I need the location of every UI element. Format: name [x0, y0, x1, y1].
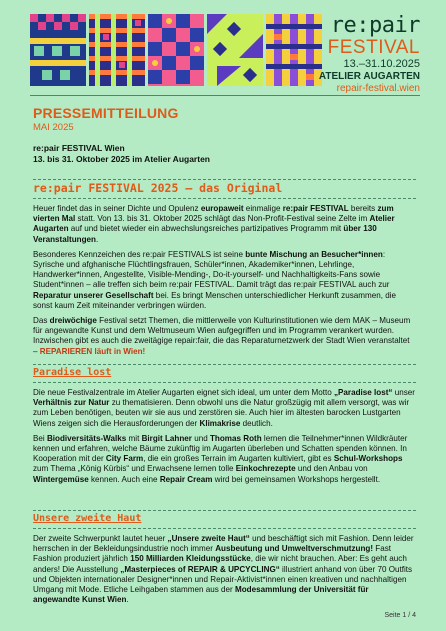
body-text: Bei [33, 433, 47, 443]
emphasis-text: Repair Cream [159, 474, 213, 484]
paragraph [33, 250, 416, 311]
logo-venue: ATELIER AUGARTEN [318, 71, 420, 82]
body-text: Festival setzt Themen, die mittlerweile von Kulturinstitutionen wie dem MAK – Museum für angewandte Kunst und dem Weltmuseum Wien aufgegriffen und im Programm verankert wurden. Inzwischen gibt es auch die zweitägige repair:fair, die das Reparaturnetzwerk der Stadt Wien veranstaltet – [33, 316, 411, 356]
body-text: wird bei gemeinsamen Workshops hergestellt. [212, 474, 381, 484]
logo-name: re:pair [330, 13, 420, 38]
body-text: bereits [348, 204, 378, 213]
emphasis-text: REPARIEREN läuft in Wien! [39, 346, 146, 356]
section-header [33, 364, 416, 383]
page-number: Seite 1 / 4 [384, 612, 416, 619]
body-text: zum Thema „König Kürbis“ und Erwachsene lernen tolle [33, 464, 236, 474]
paragraph [33, 204, 416, 245]
body-text: lernen die Teilnehmer*innen Wildkräuter kennen und erfahren, welche Bäume zukünftig im Augarten überleben und Schatten spenden können. In Kooperation mit der [33, 433, 408, 464]
pattern-tiles [30, 14, 322, 86]
section-title: re:pair FESTIVAL 2025 – das Original [33, 181, 283, 195]
festival-logo [304, 14, 420, 95]
emphasis-text: zum vierten Mal [33, 204, 394, 224]
paragraph [33, 388, 416, 429]
emphasis-text: Schul-Workshops [333, 454, 403, 464]
emphasis-text: Klimakrise [199, 418, 241, 428]
body-text: , die wir nicht brauchen. Aber: Es geht auch anders! Die Ausstellung [33, 554, 407, 574]
body-text: illustriert anhand von über 70 Outfits und Objekten internationaler Designer*innen und Repair-Aktivist*innen einen kreativen und nachhaltigen Umgang mit Mode. Etliche Leihgaben stammen aus der [33, 564, 413, 595]
section-title: Unsere zweite Haut [33, 513, 142, 524]
emphasis-text: 150 Milliarden Kleidungsstücke [130, 554, 251, 564]
press-header [33, 105, 413, 165]
emphasis-text: Reparatur unserer Gesellschaft [33, 290, 154, 300]
press-title: PRESSEMITTEILUNG [33, 105, 179, 121]
body-text: zu thematisieren. Denn obwohl uns die Natur großzügig mit allem versorgt, was wir zum Leben benötigen, beuten wir sie aus und zerstören sie. Auch hier im ältesten barocken Lustgarten Wiens zeigen sich die Herausforderungen der [33, 398, 410, 428]
body-text: . [95, 234, 99, 244]
paragraph [33, 316, 416, 357]
press-date: MAI 2025 [33, 122, 74, 133]
press-subtitle-line-1: re:pair FESTIVAL Wien [33, 143, 125, 153]
body-text: kennen. Auch eine [88, 474, 160, 484]
body-text: unser [392, 388, 415, 397]
body-text: bei. Es bringt Menschen unterschiedlicher Herkunft zusammen, die sonst kaum Zeit miteinander verbringen würden. [33, 290, 397, 310]
emphasis-text: Atelier Augarten [33, 214, 395, 234]
body-text: Der zweite Schwerpunkt lautet heuer [33, 534, 168, 543]
header-banner [30, 14, 420, 96]
emphasis-text: bunte Mischung an Besucher*innen [245, 249, 383, 259]
paragraph [33, 434, 416, 485]
body-text: Die neue Festivalzentrale im Atelier Augarten eignet sich ideal, um unter dem Motto [33, 388, 334, 397]
body-text: Heuer findet das in seiner Dichte und Opulenz [33, 204, 201, 213]
section-paradise-lost [33, 364, 416, 485]
emphasis-text: Wintergemüse [33, 474, 89, 484]
pattern-tile-1 [30, 14, 86, 86]
body-text: und beschäftigt sich mit Fashion. Denn leider herrschen in der Bekleidungsindustrie noch immer [33, 534, 414, 554]
logo-festival: FESTIVAL [327, 37, 420, 58]
emphasis-text: Ausbeutung und Umweltverschmutzung! [215, 544, 374, 554]
body-text: und den Anbau von [295, 464, 368, 474]
press-subtitle-line-2: 13. bis 31. Oktober 2025 im Atelier Augarten [33, 154, 210, 164]
emphasis-text: re:pair FESTIVAL [282, 204, 349, 213]
emphasis-text: über 130 Veranstaltungen [33, 224, 377, 244]
emphasis-text: „Unsere zweite Haut“ [167, 534, 250, 543]
body-text: . [126, 595, 129, 605]
emphasis-text: europaweit [200, 204, 244, 213]
body-text: und [191, 433, 210, 443]
emphasis-text: City Farm [105, 454, 144, 464]
section-title: Paradise lost [33, 367, 112, 378]
emphasis-text: Thomas Roth [209, 433, 262, 443]
body-text: mit [126, 433, 142, 443]
body-text: Besonderes Kennzeichen des re:pair FESTIVALS ist seine [33, 249, 246, 259]
paragraph [33, 534, 416, 605]
logo-url[interactable]: repair-festival.wien [336, 83, 420, 94]
pattern-tile-4 [207, 14, 263, 86]
section-header [33, 510, 416, 529]
section-festival [33, 179, 416, 357]
emphasis-text: „Paradise lost“ [333, 388, 393, 397]
body-text: , die ein großes Terrain im Augarten kultiviert, gibt es [143, 454, 334, 464]
pattern-tile-3 [148, 14, 204, 86]
emphasis-text: Birgit Lahner [141, 433, 192, 443]
emphasis-text: dreiwöchige [49, 316, 97, 326]
pattern-tile-2 [89, 14, 145, 86]
emphasis-text: Verhältnis zur Natur [33, 398, 110, 408]
emphasis-text: „Masterpieces of REPAIR & UPCYCLING“ [120, 564, 280, 574]
press-subtitle [33, 143, 413, 165]
body-text: auf und bietet wieder ein abwechslungsreiches partizipatives Programm mit [68, 224, 344, 234]
body-text: Das [33, 316, 50, 326]
body-text: Fast Fashion produziert jährlich [33, 544, 392, 564]
body-text: : Syrische und afghanische Flüchtlingsfrauen, Schüler*innen, Akademiker*innen, Lehrlinge, Handwerker*innen, Angestellte, Visible-Mending-, Do-it-yourself- und Nachhaltigkeits-Fans sowie Student*innen – alle treffen sich beim re:pair FESTIVAL. Damit trägt das re:pair FESTIVAL auch zur [33, 249, 390, 290]
section-header [33, 179, 416, 199]
body-text: einmalige [243, 204, 283, 213]
emphasis-text: Einkochrezepte [235, 464, 296, 474]
emphasis-text: Biodiversitäts-Walks [46, 433, 127, 443]
logo-dates: 13.–31.10.2025 [343, 58, 420, 70]
section-zweite-haut [33, 510, 416, 605]
body-text: statt. Von 13. bis 31. Oktober 2025 schlägt das Non-Profit-Festival seine Zelte im [75, 214, 370, 224]
body-text: deutlich. [240, 418, 273, 428]
emphasis-text: Modesammlung der Universität für angewandte Kunst Wien [33, 585, 369, 605]
